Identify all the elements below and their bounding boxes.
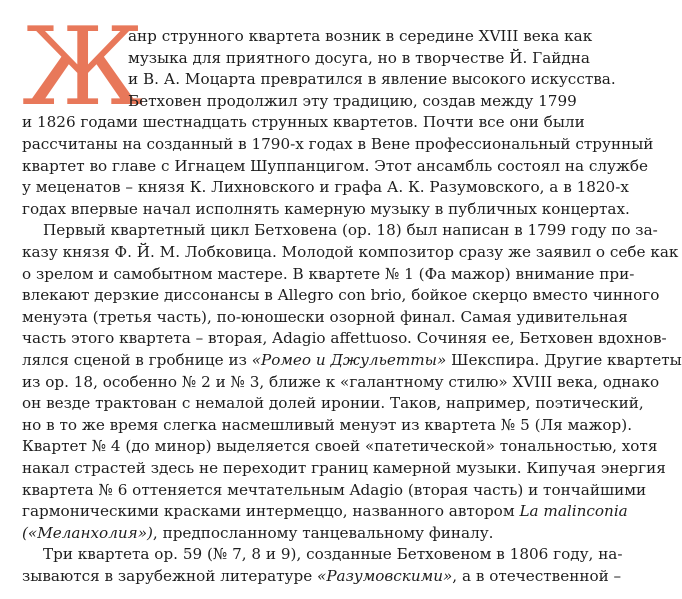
- text-line-8: у меценатов – князя К. Лихновского и графа А. К. Разумовского, а в 1820-х: [22, 178, 629, 197]
- text-line-9: годах впервые начал исполнять камерную музыку в публичных концертах.: [22, 199, 630, 218]
- text-line-16: лялся сценой в гробнице из «Ромео и Джульетты» Шекспира. Другие квартеты: [22, 351, 682, 369]
- text-line-6: рассчитаны на созданный в 1790-х годах в Вене профессиональный струнный: [22, 135, 654, 153]
- text-line-26: зываются в зарубежной литературе «Разумовскими», а в отечественной –: [22, 567, 622, 585]
- text-line-21: накал страстей здесь не переходит границ камерной музыки. Кипучая энергия: [22, 459, 666, 477]
- italic-title-malinconia: La malinconia: [519, 502, 628, 521]
- text-line-22: квартета № 6 оттеняется мечтательным Adagio (вторая часть) и тончайшими: [22, 480, 647, 499]
- text-line-17: из ор. 18, особенно № 2 и № 3, ближе к «галантному стилю» XVIII века, однако: [22, 372, 660, 391]
- text-line-15: часть этого квартета – вторая, Adagio affettuoso. Сочиняя ее, Бетховен вдохнов-: [22, 329, 667, 348]
- text-line-18: он везде трактован с немалой долей иронии. Таков, например, поэтический,: [22, 394, 644, 413]
- drop-cap: Ж: [22, 5, 144, 130]
- text-line-25: Три квартета ор. 59 (№ 7, 8 и 9), созданные Бетховеном в 1806 году, на-: [43, 545, 623, 564]
- italic-title-romeo: «Ромео и Джульетты»: [251, 351, 447, 369]
- text-line-2: музыка для приятного досуга, но в творчестве Й. Гайдна: [128, 48, 590, 67]
- text-line-14: менуэта (третья часть), по-юношески озорной финал. Самая удивительная: [22, 307, 628, 326]
- text-line-5: и 1826 годами шестнадцать струнных квартетов. Почти все они были: [22, 113, 585, 132]
- text-line-13: влекают дерзкие диссонансы в Allegro con brio, бойкое скерцо вместо чинного: [22, 286, 660, 305]
- text-line-10: Первый квартетный цикл Бетховена (op. 18) был написан в 1799 году по за-: [43, 221, 658, 240]
- text-line-11: казу князя Ф. Й. М. Лобковица. Молодой композитор сразу же заявил о себе как: [22, 243, 679, 261]
- text-line-24: («Меланхолия»), предпосланному танцевальному финалу.: [22, 523, 494, 542]
- italic-title-melancholy: («Меланхолия»): [22, 523, 153, 542]
- text-line-19: но в то же время слегка насмешливый менуэт из квартета № 5 (Ля мажор).: [22, 415, 633, 434]
- text-line-4: Бетховен продолжил эту традицию, создав между 1799: [128, 91, 577, 110]
- text-line-3: и В. А. Моцарта превратился в явление высокого искусства.: [128, 70, 616, 89]
- text-line-1: анр струнного квартета возник в середине XVIII века как: [128, 27, 593, 45]
- italic-title-razumovsky: «Разумовскими»: [317, 567, 453, 585]
- text-line-23: гармоническими красками интермеццо, названного автором La malinconia: [22, 502, 628, 521]
- text-line-20: Квартет № 4 (до минор) выделяется своей «патетической» тональностью, хотя: [22, 437, 658, 456]
- text-line-12: о зрелом и самобытном мастере. В квартете № 1 (Фа мажор) внимание при-: [22, 264, 635, 283]
- text-line-7: квартет во главе с Игнацем Шуппанцигом. Этот ансамбль состоял на службе: [22, 156, 649, 175]
